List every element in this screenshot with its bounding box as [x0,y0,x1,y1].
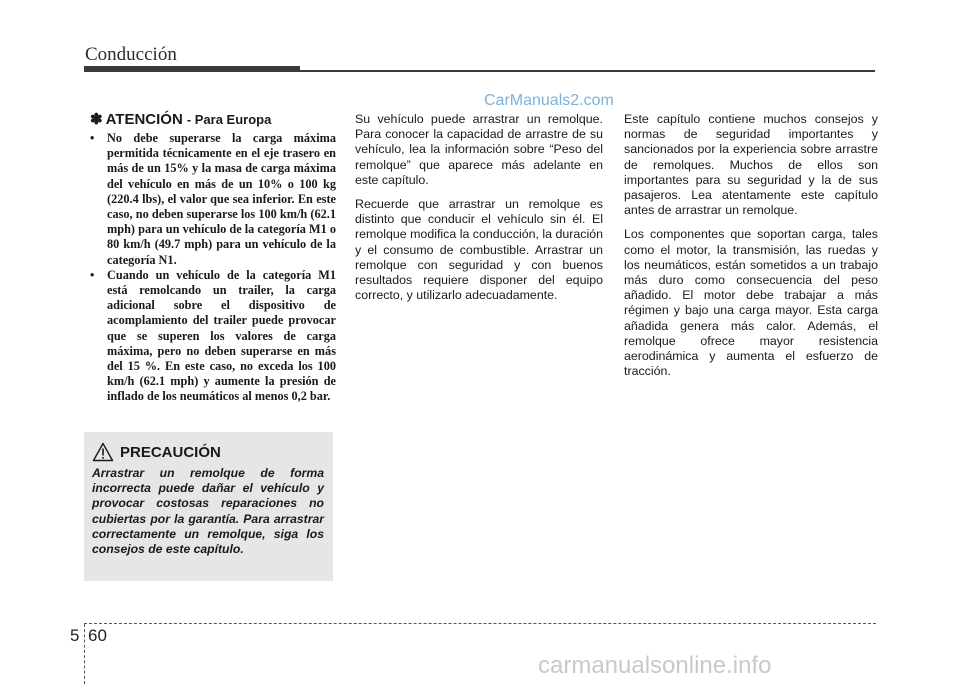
list-item: • No debe superarse la carga máxima permitida técnicamente en el eje trasero en más de un 15% y la masa de carga máxima del vehículo en más de un 10% o 100 kg (220.4 lbs), el valor que sea inferior. En este caso, no deben superarse los 100 km/h (62.1 mph) para un vehículo de la categoría M1 o 80 km/h (49.7 mph) para un vehículo de la categoría N1. [90,131,336,267]
watermark-link[interactable]: CarManuals2.com [484,92,614,109]
caution-header [92,442,324,462]
paragraph: Los componentes que soportan carga, tales como el motor, la transmisión, las ruedas y los neumáticos, están sometidos a un trabajo más duro como consecuencia del peso añadido. El motor debe trabajar a más régimen y bajo una carga mayor. Esta carga añadida genera más calor. Además, el remolque ofrece mayor resistencia aerodinámica y aumenta el esfuerzo de tracción. [624,227,878,379]
attention-subtitle: - Para Europa [186,112,272,127]
page-number: 60 [88,626,107,645]
attention-column [90,110,336,405]
attention-title: ATENCIÓN [105,111,183,128]
chapter-number: 5 [70,626,80,645]
asterisk-icon: ✽ [90,111,103,128]
attention-heading [90,110,336,128]
list-item-text: Cuando un vehículo de la categoría M1 está remolcando un trailer, la carga adicional sobre el dispositivo de acomplamiento del trailer puede provocar que se superen los valores de carga máxima, pero no deben superarse en más del 15 %. En este caso, no exceda los 100 km/h (62.1 mph) y aumente la presión de inflado de los neumáticos al menos 0,2 bar. [107,267,336,404]
section-title: Conducción [85,44,177,65]
footer-divider [84,623,876,624]
body-column-2 [355,112,603,312]
header-rule-thin [300,70,875,72]
body-column-3 [624,112,878,388]
header-rule-thick [84,66,300,72]
list-item: • Cuando un vehículo de la categoría M1 está remolcando un trailer, la carga adicional sobre el dispositivo de acomplamiento del trailer puede provocar que se superen los valores de carga máxima, pero no deben superarse en más del 15 %. En este caso, no exceda los 100 km/h (62.1 mph) y aumente la presión de inflado de los neumáticos al menos 0,2 bar. [90,267,336,404]
caution-text: Arrastrar un remolque de forma incorrecta puede dañar el vehículo y provocar costosas reparaciones no cubiertas por la garantía. Para arrastrar correctamente un remolque, siga los consejos de este capítulo. [92,466,324,557]
warning-triangle-icon [92,442,114,462]
watermark-bottom: carmanualsonline.info [538,652,772,679]
list-item-text: No debe superarse la carga máxima permitida técnicamente en el eje trasero en más de un 15% y la masa de carga máxima del vehículo en más de un 10% o 100 kg (220.4 lbs), el valor que sea inferior. En este caso, no deben superarse los 100 km/h (62.1 mph) para un vehículo de la categoría M1 o 80 km/h (49.7 mph) para un vehículo de la categoría N1. [107,131,336,267]
caution-title: PRECAUCIÓN [120,443,221,461]
paragraph: Recuerde que arrastrar un remolque es distinto que conducir el vehículo sin él. El remolque modifica la conducción, la duración y el consumo de combustible. Arrastrar un remolque con seguridad y con buenos resultados requiere disponer del equipo correcto, y utilizarlo adecuadamente. [355,197,603,303]
attention-list [90,131,336,405]
caution-box [84,432,333,581]
footer-vertical-divider [84,624,85,684]
paragraph: Su vehículo puede arrastrar un remolque. Para conocer la capacidad de arrastre de su vehículo, lea la información sobre “Peso del remolque” que aparece más adelante en este capítulo. [355,112,603,187]
paragraph: Este capítulo contiene muchos consejos y normas de seguridad importantes y sancionados por la experiencia sobre arrastre de remolques. Muchos de ellos son importantes para su seguridad y la de sus pasajeros. Lea atentamente este capítulo antes de arrastrar un remolque. [624,112,878,218]
